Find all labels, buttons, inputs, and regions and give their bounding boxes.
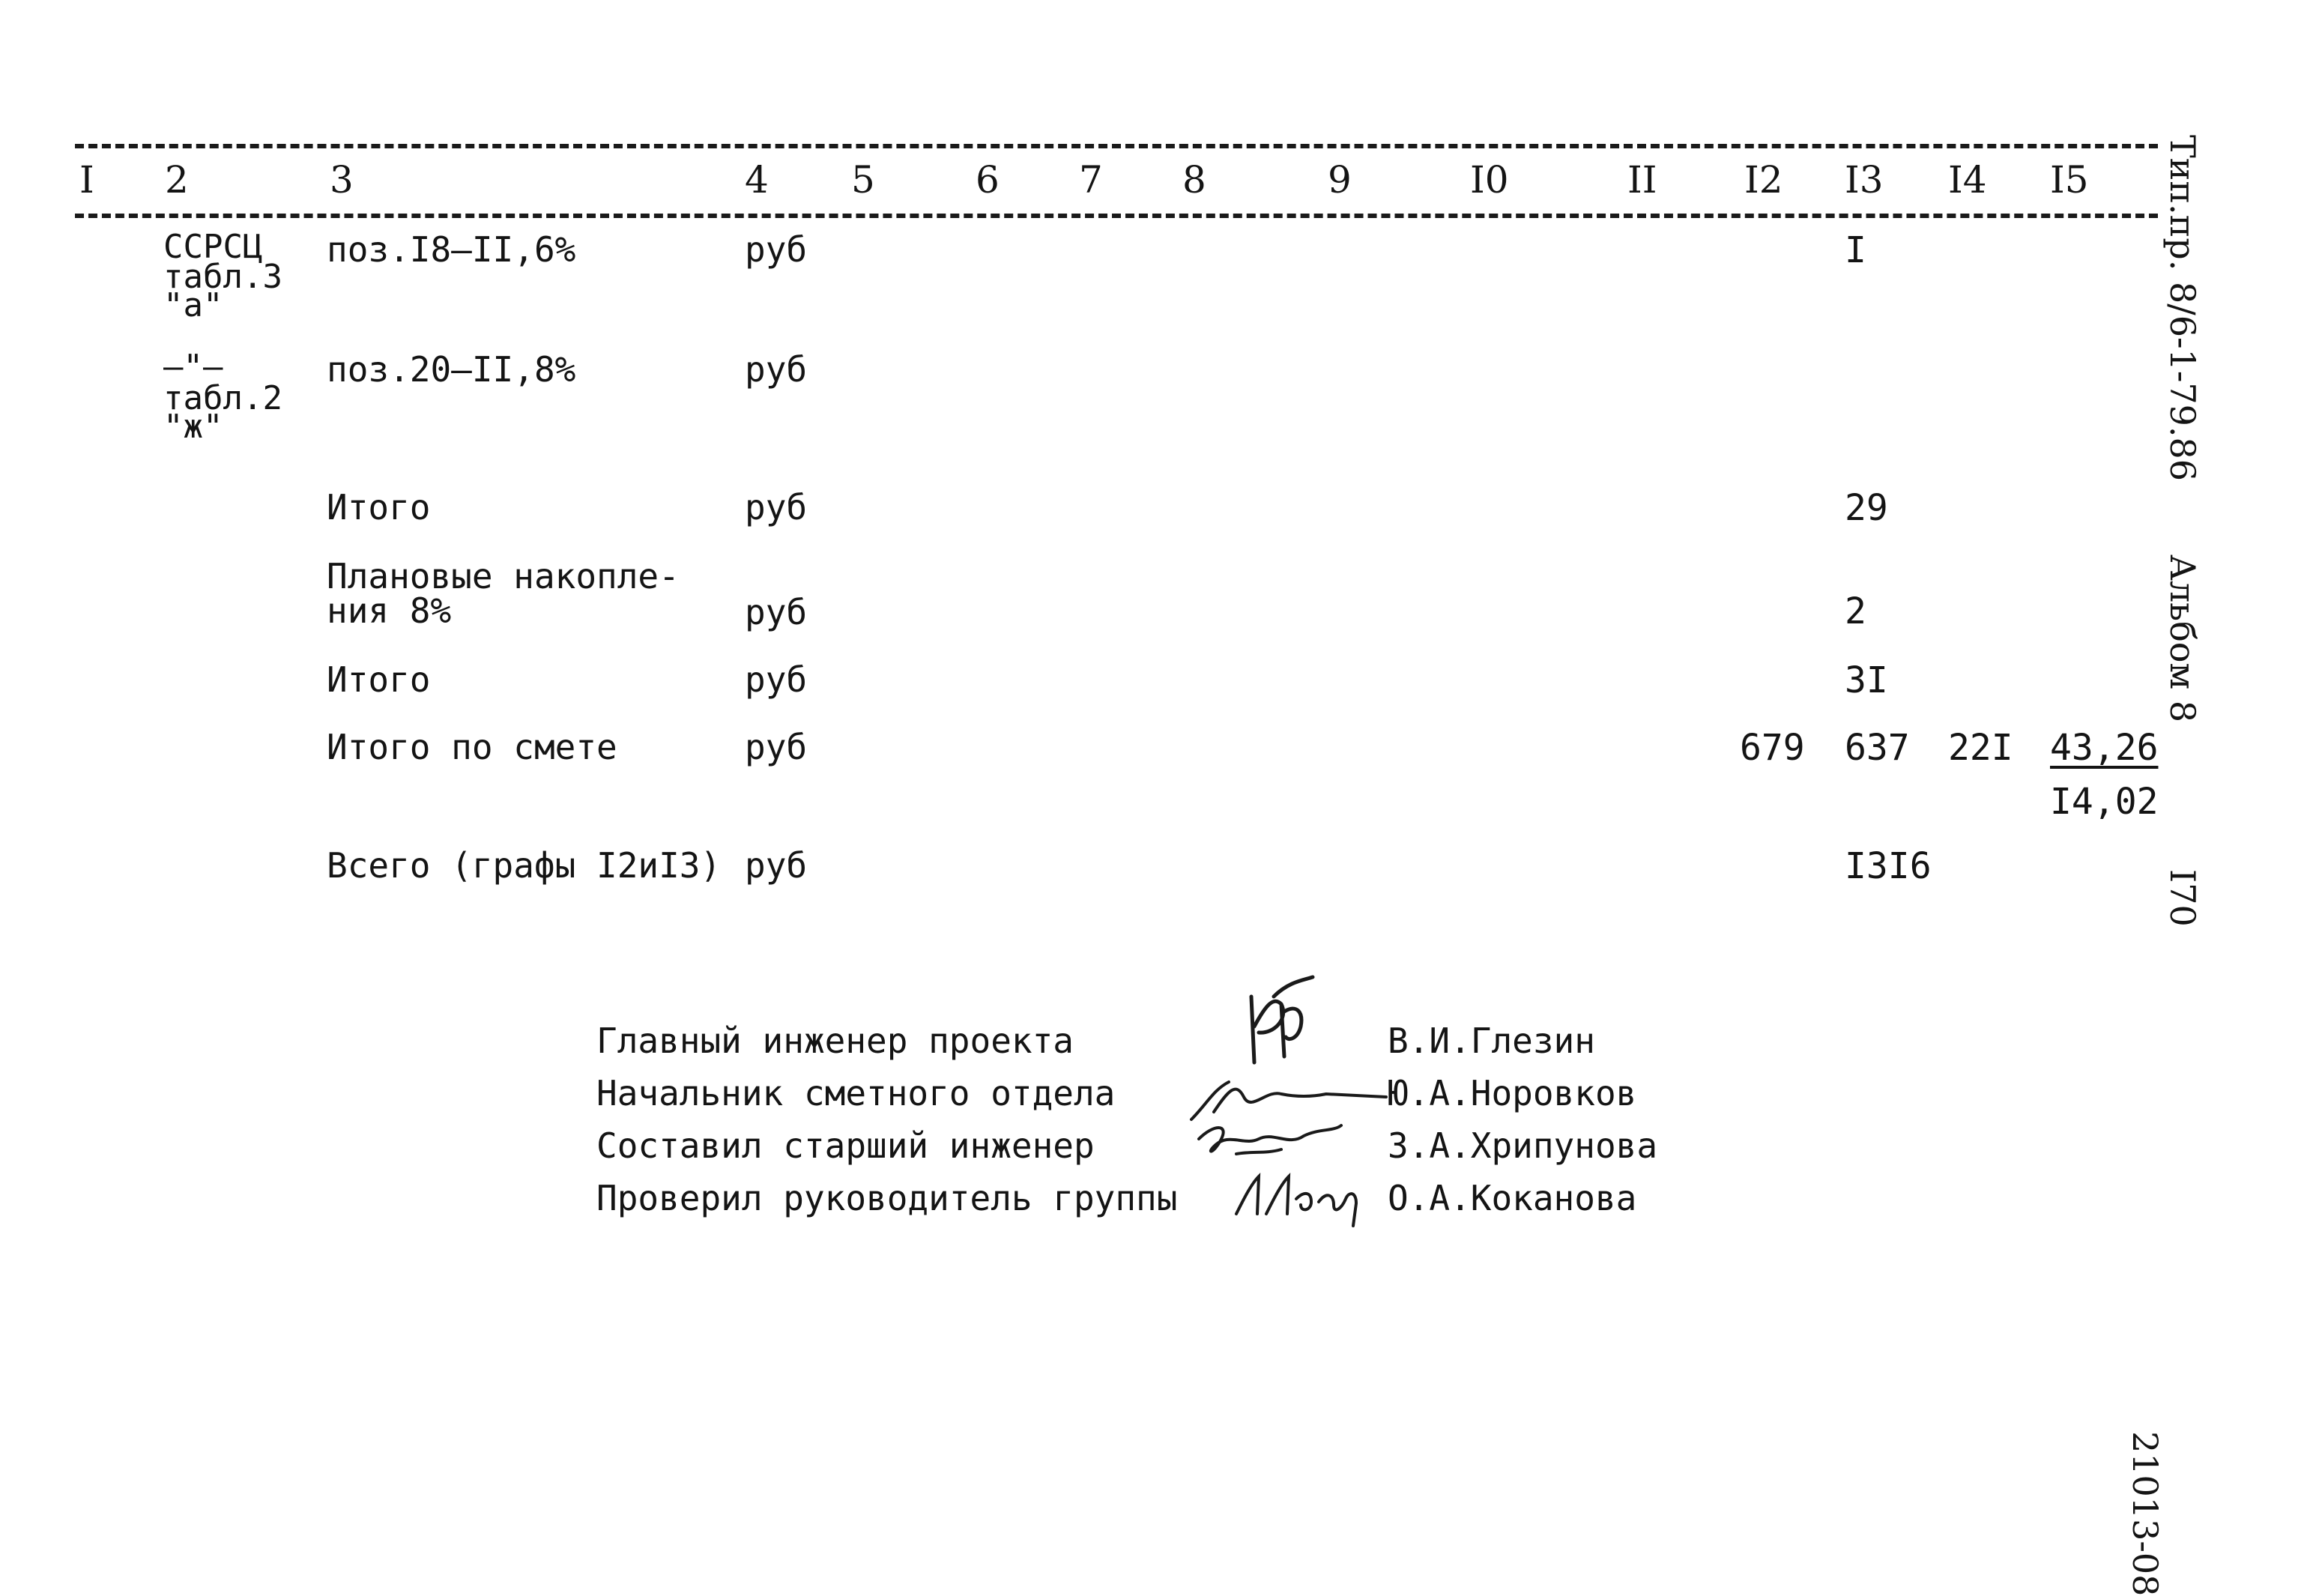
col-header-13: I3: [1845, 158, 1884, 202]
signature-name: Ю.А.Норовков: [1388, 1073, 1637, 1113]
handwritten-signature: [1191, 1116, 1349, 1169]
row-unit: руб: [745, 487, 808, 528]
header-top-rule: [75, 144, 2158, 148]
col-header-6: 6: [976, 158, 1000, 202]
row-ref-line: ССРСЦ: [163, 228, 263, 266]
margin-order-number: 21013-08: [2125, 1431, 2165, 1596]
row-col14: 22I: [1948, 727, 2013, 769]
handwritten-signature: [1229, 974, 1334, 1071]
col-header-14: I4: [1948, 158, 1987, 202]
col-header-5: 5: [851, 158, 875, 202]
col-header-4: 4: [745, 158, 769, 202]
row-unit: руб: [745, 349, 808, 390]
row-description: Итого по смете: [327, 727, 617, 767]
col-header-2: 2: [165, 158, 189, 202]
row-description: Итого: [327, 659, 431, 700]
row-col12: 679: [1740, 727, 1805, 769]
row-col13: 3I: [1845, 659, 1888, 701]
signature-name: В.И.Глезин: [1388, 1021, 1595, 1061]
row-unit: руб: [745, 592, 808, 632]
row-unit: руб: [745, 845, 808, 886]
row-description: Всего (графы I2иI3): [327, 845, 722, 886]
col-header-15: I5: [2050, 158, 2089, 202]
signature-role: Составил старший инженер: [596, 1125, 1095, 1166]
col-header-10: I0: [1470, 158, 1509, 202]
row-col13: 29: [1845, 487, 1888, 529]
row-col15-numerator: 43,26: [2050, 727, 2159, 769]
signature-role: Главный инженер проекта: [596, 1021, 1074, 1061]
row-col15-denominator: I4,02: [2050, 781, 2159, 823]
row-ref-line: табл.3: [163, 258, 282, 296]
col-header-11: II: [1627, 158, 1657, 202]
row-ref-line: "ж": [163, 408, 223, 446]
signature-role: Начальник сметного отдела: [596, 1073, 1116, 1113]
row-col13: 637: [1845, 727, 1910, 769]
header-bottom-rule: [75, 214, 2158, 218]
row-col13: I: [1845, 229, 1866, 271]
row-col13: 2: [1845, 590, 1866, 632]
col-header-9: 9: [1328, 158, 1352, 202]
col-header-3: 3: [330, 158, 354, 202]
signature-name: О.А.Коканова: [1388, 1178, 1637, 1218]
row-ref-line: табл.2: [163, 379, 282, 417]
margin-doc-code: Тип.пр. 8/6-1-79.86: [2162, 135, 2203, 482]
row-ref-line: –"–: [163, 348, 223, 386]
row-unit: руб: [745, 659, 808, 700]
row-description-line: Плановые накопле-: [327, 556, 680, 596]
signature-role: Проверил руководитель группы: [596, 1178, 1178, 1218]
col-header-8: 8: [1182, 158, 1206, 202]
row-description: Итого: [327, 487, 431, 528]
margin-album: Альбом 8: [2162, 554, 2203, 723]
row-description-line: ния 8%: [327, 590, 452, 631]
row-description: поз.20–II,8%: [327, 349, 576, 390]
row-ref-line: "а": [163, 286, 223, 324]
handwritten-signature: [1229, 1169, 1371, 1229]
margin-page-number: I70: [2162, 869, 2203, 927]
signature-name: З.А.Хрипунова: [1388, 1125, 1658, 1166]
row-col13: I3I6: [1845, 845, 1932, 887]
col-header-1: I: [79, 158, 94, 202]
col-header-12: I2: [1744, 158, 1783, 202]
row-unit: руб: [745, 229, 808, 270]
row-description: поз.I8–II,6%: [327, 229, 576, 270]
col-header-7: 7: [1079, 158, 1103, 202]
row-unit: руб: [745, 727, 808, 767]
